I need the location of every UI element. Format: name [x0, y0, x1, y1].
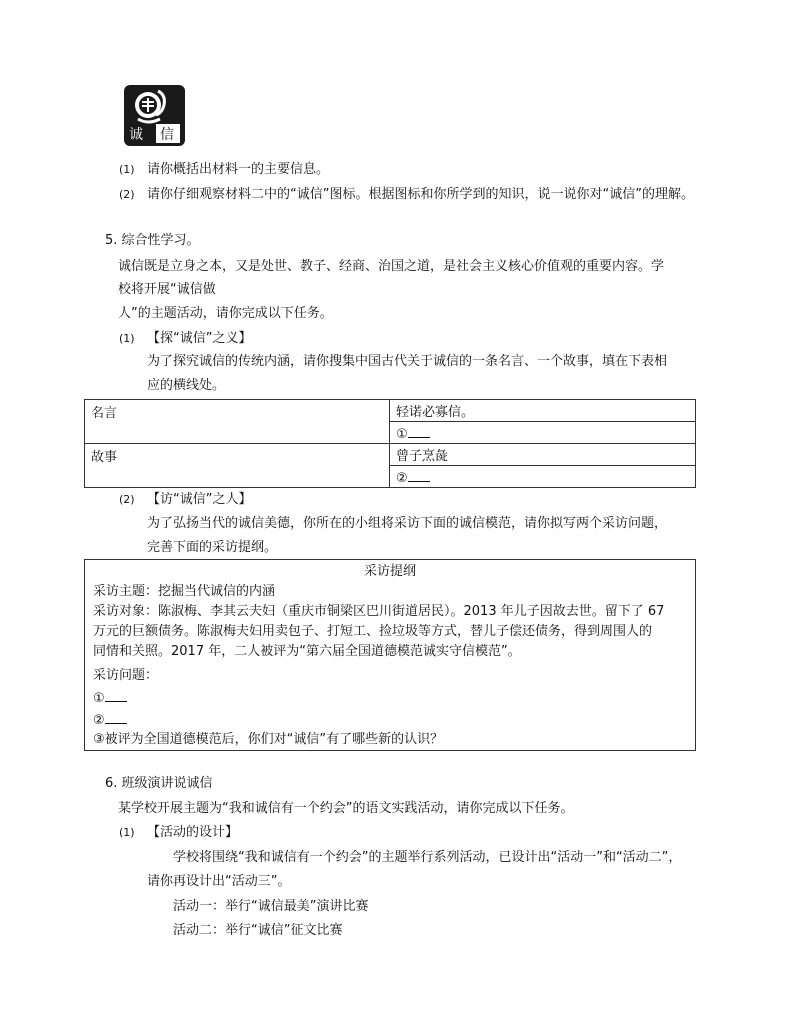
outline-question-1[interactable] [93, 688, 127, 709]
outline-target-line1: 采访对象：陈淑梅、李其云夫妇（重庆市铜梁区巴川街道居民）。2013 年儿子因故去世。留下了 67 [93, 604, 665, 619]
question-1-marker: ① [93, 691, 105, 706]
story-answer-marker: ② [396, 470, 408, 486]
outline-title: 采访提纲 [363, 564, 416, 579]
q6-sub1-desc-line2: 请你再设计出“活动三”。 [147, 874, 291, 889]
q5-sub1-label: 【探“诚信”之义】 [147, 331, 252, 346]
story-label: 故事 [91, 450, 118, 465]
quote-answer-blank[interactable] [408, 424, 430, 438]
table-row [85, 400, 696, 422]
q5-sub2-desc-line2: 完善下面的采访提纲。 [147, 540, 278, 555]
q5-intro-line2: 校将开展“诚信做 [118, 282, 216, 297]
q5-sub1-desc-line2: 应的横线处。 [147, 378, 226, 393]
story-example: 曾子烹彘 [396, 449, 449, 464]
question-2-marker: ② [93, 713, 105, 728]
interview-outline-box [84, 559, 696, 751]
material-q1-num: (1) [119, 163, 135, 176]
q6-intro: 某学校开展主题为“我和诚信有一个约会”的语文实践活动，请你完成以下任务。 [118, 801, 574, 816]
honesty-logo [124, 85, 185, 146]
q5-intro-line1: 诚信既是立身之本，又是处世、教子、经商、治国之道，是社会主义核心价值观的重要内容。学 [118, 259, 665, 274]
outline-question-2[interactable] [93, 710, 127, 731]
question-2-blank[interactable] [105, 710, 127, 724]
q6-title: 6. 班级演讲说诚信 [105, 776, 213, 791]
quote-answer-marker: ① [396, 426, 408, 442]
q6-sub1-desc-line1: 学校将围绕“我和诚信有一个约会”的主题举行系列活动，已设计出“活动一”和“活动二”， [173, 850, 682, 865]
q5-sub2-num: (2) [119, 493, 135, 506]
honesty-logo-icon [124, 85, 185, 146]
q6-sub1-label: 【活动的设计】 [147, 825, 239, 840]
material-q2-text: 请你仔细观察材料二中的“诚信”图标。根据图标和你所学到的知识，说一说你对“诚信”的理解。 [147, 187, 694, 202]
outline-question-3: ③被评为全国道德模范后，你们对“诚信”有了哪些新的认识？ [93, 732, 444, 747]
q5-title: 5. 综合性学习。 [105, 233, 200, 248]
outline-target-line3: 同情和关照。2017 年，二人被评为“第六届全国道德模范诚实守信模范”。 [93, 644, 521, 659]
story-answer-cell[interactable] [390, 466, 696, 488]
table-row [85, 444, 696, 466]
material-q2-num: (2) [119, 188, 135, 201]
logo-text-left: 诚 [129, 127, 143, 143]
outline-target-line2: 万元的巨额债务。陈淑梅夫妇用卖包子、打短工、捡垃圾等方式，替儿子偿还债务，得到周围人的 [93, 624, 653, 639]
quote-example: 轻诺必寡信。 [396, 405, 475, 420]
q6-sub1-num: (1) [119, 826, 135, 839]
logo-text-right: 信 [160, 127, 174, 143]
q5-sub2-label: 【访“诚信”之人】 [147, 492, 252, 507]
q5-sub1-num: (1) [119, 332, 135, 345]
quote-label-cell [85, 400, 390, 444]
question-1-blank[interactable] [105, 688, 127, 702]
material-q1-text: 请你概括出材料一的主要信息。 [147, 162, 330, 177]
quote-example-cell [390, 400, 696, 422]
q6-activity-2: 活动二：举行“诚信”征文比赛 [173, 923, 343, 938]
q5-sub1-desc-line1: 为了探究诚信的传统内涵，请你搜集中国古代关于诚信的一条名言、一个故事，填在下表相 [147, 354, 668, 369]
quotes-story-table [84, 399, 696, 488]
quote-answer-cell[interactable] [390, 422, 696, 444]
q6-activity-1: 活动一：举行“诚信最美”演讲比赛 [173, 899, 369, 914]
story-answer-blank[interactable] [408, 468, 430, 482]
q5-sub2-desc-line1: 为了弘扬当代的诚信美德，你所在的小组将采访下面的诚信模范，请你拟写两个采访问题， [147, 516, 668, 531]
quote-label: 名言 [91, 406, 118, 421]
story-example-cell [390, 444, 696, 466]
q5-intro-line3: 人”的主题活动，请你完成以下任务。 [118, 306, 333, 321]
outline-questions-label: 采访问题： [93, 668, 159, 683]
outline-topic: 采访主题：挖掘当代诚信的内涵 [93, 584, 276, 599]
story-label-cell [85, 444, 390, 488]
